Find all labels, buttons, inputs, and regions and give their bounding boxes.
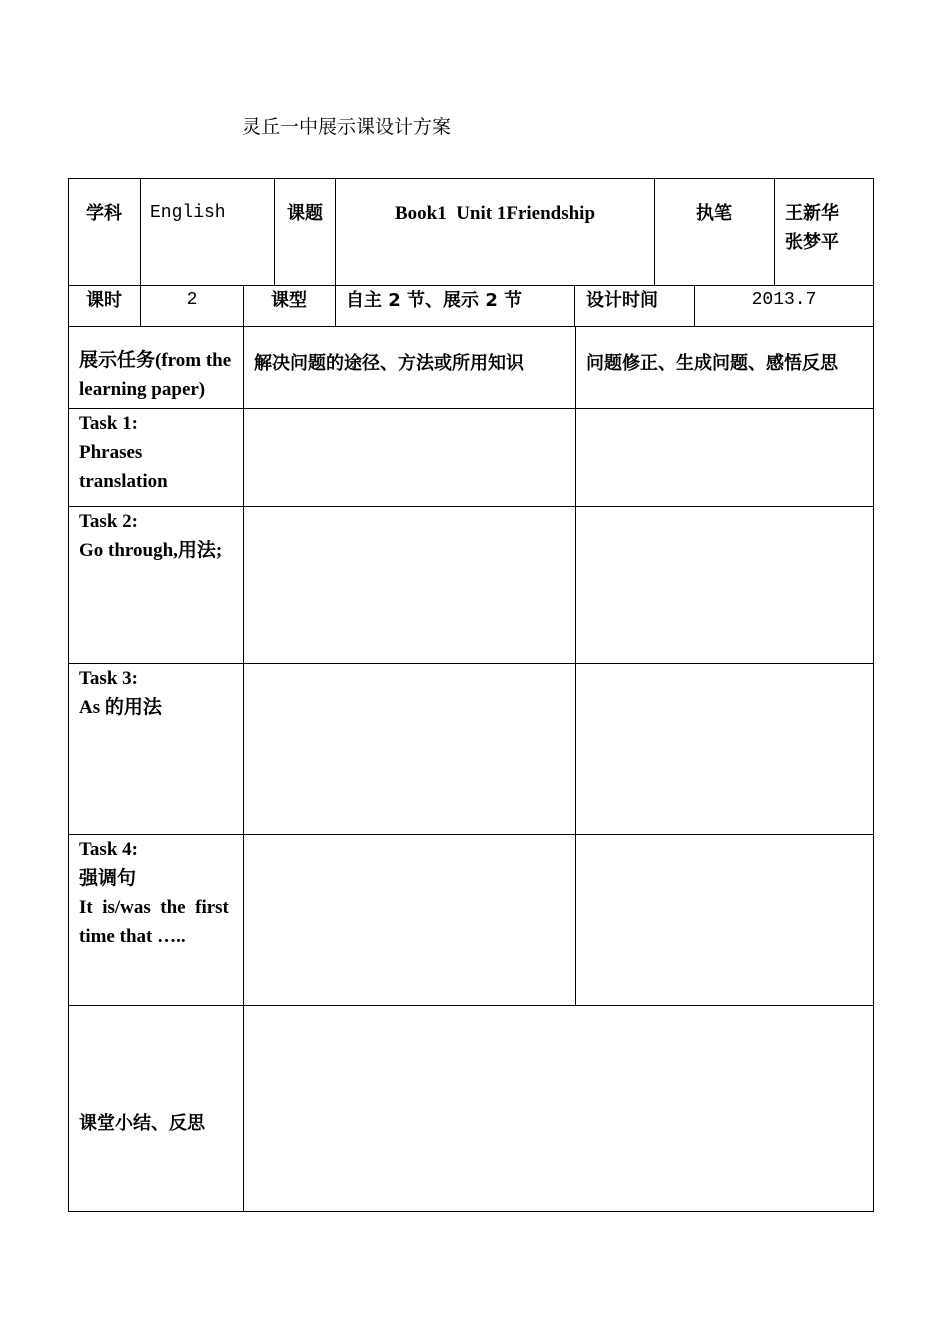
- topic-label: 课题: [287, 203, 323, 224]
- table-rule: [274, 178, 275, 286]
- subject-label: 学科: [86, 203, 122, 224]
- task-3-cell: [79, 664, 239, 722]
- author-value-line1: 王新华: [785, 203, 839, 224]
- hours-label: 课时: [86, 290, 122, 311]
- topic-value: Book1 Unit 1Friendship: [394, 203, 596, 224]
- task-1-title: Task 1:: [79, 413, 138, 434]
- table-rule: [654, 178, 655, 286]
- task-column-header: [79, 346, 239, 404]
- table-rule: [68, 326, 874, 327]
- table-rule: [575, 326, 576, 1006]
- task-3-line: As 的用法: [79, 697, 162, 718]
- subject-value: English: [150, 203, 226, 223]
- task-column-header-line1: 展示任务(from the: [79, 350, 232, 371]
- document-title: 灵丘一中展示课设计方案: [242, 116, 452, 138]
- table-rule: [243, 285, 244, 327]
- task-3-title: Task 3:: [79, 668, 138, 689]
- task-4-line: It is/was the first: [79, 897, 229, 918]
- hours-value: 2: [186, 290, 198, 310]
- task-1-line: translation: [79, 471, 168, 492]
- task-4-line: 强调句: [79, 868, 137, 889]
- task-1-line: Phrases: [79, 442, 143, 463]
- task-4-line: time that …..: [79, 926, 186, 947]
- table-rule: [335, 285, 336, 327]
- reflect-column-header: 问题修正、生成问题、感悟反思: [586, 353, 838, 374]
- type-value: 自主 2 节、展示 2 节: [346, 290, 523, 311]
- design-time-value: 2013.7: [751, 290, 817, 310]
- task-1-cell: [79, 409, 234, 496]
- task-4-title: Task 4:: [79, 839, 138, 860]
- table-rule: [335, 178, 336, 286]
- method-column-header: 解决问题的途径、方法或所用知识: [254, 353, 524, 374]
- table-border-right: [873, 178, 874, 1212]
- type-label: 课型: [271, 290, 307, 311]
- summary-label: 课堂小结、反思: [79, 1113, 205, 1134]
- table-border-left: [68, 178, 69, 1212]
- table-border-bottom: [68, 1211, 874, 1212]
- task-2-line: Go through,用法;: [79, 540, 223, 561]
- task-column-header-line2: learning paper): [79, 379, 206, 400]
- design-time-label: 设计时间: [586, 290, 658, 311]
- author-value-line2: 张梦平: [785, 232, 839, 253]
- table-rule: [243, 326, 244, 1212]
- table-rule: [774, 178, 775, 286]
- table-rule: [574, 285, 575, 327]
- task-2-title: Task 2:: [79, 511, 138, 532]
- task-2-cell: [79, 507, 239, 565]
- table-border-top: [68, 178, 874, 179]
- table-rule: [140, 178, 141, 286]
- author-label: 执笔: [696, 203, 732, 224]
- table-rule: [68, 1005, 874, 1006]
- task-4-cell: [79, 835, 234, 951]
